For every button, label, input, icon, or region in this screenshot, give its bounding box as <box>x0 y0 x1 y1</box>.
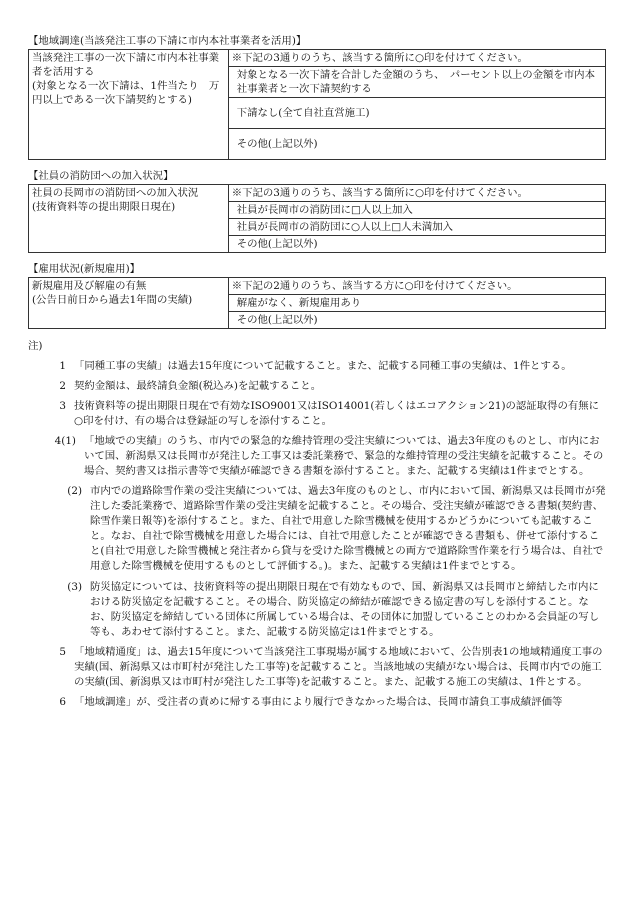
label-main: 新規雇用及び解雇の有無 (公告日前日から過去1年間の実績) <box>32 280 193 307</box>
label-main: 当該発注工事の一次下請に市内本社事業者を活用する (対象となる一次下請は、1件当たり 万円以上である一次下請契約とする) <box>32 52 220 107</box>
row-label <box>29 50 229 160</box>
option-cell[interactable]: 社員が長岡市の消防団に□人以上加入 <box>228 202 605 219</box>
note-text: 「地域での実績」のうち、市内での緊急的な維持管理の受注実績については、過去3年度のものとし、市内において国、新潟県又は長岡市が発注した工事又は委託業務で、緊急的な維持管理の受注実績を記載すること。その場合、契約書又は指示書等で実績が確認できる書類を添付すること。また、記載する実績は1件までとする。 <box>84 434 604 478</box>
note-item <box>28 399 606 429</box>
note-number: 2 <box>59 379 66 392</box>
note-item <box>28 359 606 374</box>
option-cell[interactable]: 対象となる一次下請を合計した金額のうち、 パーセント以上の金額を市内本社事業者と一次下請契約する <box>228 67 605 98</box>
section-title-local-procurement: 【地域調達(当該発注工事の下請に市内本社事業者を活用)】 <box>28 35 307 47</box>
note-item <box>28 695 606 710</box>
section-title-fire-brigade: 【社員の消防団への加入状況】 <box>28 170 174 183</box>
section-title-employment: 【雇用状況(新規雇用)】 <box>28 263 141 276</box>
note-number: 5 <box>59 645 66 658</box>
notes-section <box>28 339 606 710</box>
row-label <box>29 278 229 329</box>
note-item <box>28 580 606 640</box>
option-cell[interactable]: 下請なし(全て自社直営施工) <box>228 98 605 129</box>
note-number: 1 <box>59 359 66 372</box>
note-text: 防災協定については、技術資料等の提出期限日現在で有効なもので、国、新潟県又は長岡市と締結した市内における防災協定を記載すること。その場合、防災協定の締結が確認できる協定書の写しを添付すること。なお、防災協定を締結している団体に所属している場合は、その団体に加盟していることのわかる会員証の写し等も、あわせて添付すること。また、記載する防災協定は1件までとする。 <box>90 580 600 638</box>
note-number: 6 <box>59 696 66 709</box>
note-item <box>28 434 606 479</box>
note-text: 市内での道路除雪作業の受注実績については、過去3年度のものとし、市内において国、新潟県又は長岡市が発注した委託業務で、道路除雪作業の受注実績を記載すること。その場合、受注実績が確認できる書類(契約書、除雪作業日報等)を添付すること。また、自社で用意した除雪機械を使用するかどうかについても記載すること。なお、自社で除雪機械を用意した場合には、自社で用意したことが確認できる書類も、併せて添付すること(自社で用意した除雪機械と発注者から貸与を受けた除雪機械との両方で道路除雪作業を行う場合は、自社で用意した除雪機械を使用するものとして評価する。)。また、記載する実績は1件までとする。 <box>90 485 606 573</box>
note-number: (3) <box>67 580 82 593</box>
employment-table <box>28 277 606 329</box>
note-text: 「同種工事の実績」は過去15年度について記載すること。また、記載する同種工事の実績は、1件とする。 <box>74 359 572 372</box>
note-text: 技術資料等の提出期限日現在で有効なISO9001又はISO14001(若しくはエコアクション21)の認証取得の有無に○印を付け、有の場合は登録証の写しを添付すること。 <box>74 399 600 427</box>
notes-heading: 注) <box>28 340 43 353</box>
instruction-text: ※下記の3通りのうち、該当する箇所に○印を付けてください。 <box>228 50 605 67</box>
option-cell[interactable]: その他(上記以外) <box>228 312 605 329</box>
note-text: 「地域調達」が、受注者の責めに帰する事由により履行できなかった場合は、長岡市請負工事成績評価等 <box>74 696 563 709</box>
note-text: 「地域精通度」は、過去15年度について当該発注工事現場が属する地域において、公告別表1の地域精通度工事の実績(国、新潟県又は市町村が発注した工事等)を記載すること。当該地域の実績がない場合は、長岡市内での施工の実績(国、新潟県又は市町村が発注した工事等)を記載すること。また、記載する施工の実績は、1件とする。 <box>74 645 603 689</box>
note-number: 4(1) <box>54 434 76 447</box>
local-procurement-table <box>28 49 606 160</box>
option-cell[interactable]: その他(上記以外) <box>228 236 605 253</box>
note-item <box>28 484 606 574</box>
note-item <box>28 379 606 394</box>
option-cell[interactable]: 解雇がなく、新規雇用あり <box>228 295 605 312</box>
row-label <box>29 185 229 253</box>
fire-brigade-table <box>28 184 606 253</box>
instruction-text: ※下記の2通りのうち、該当する方に○印を付けてください。 <box>228 278 605 295</box>
option-cell[interactable]: その他(上記以外) <box>228 129 605 160</box>
instruction-text: ※下記の3通りのうち、該当する箇所に○印を付けてください。 <box>228 185 605 202</box>
note-number: (2) <box>67 485 82 498</box>
label-main: 社員の長岡市の消防団への加入状況 (技術資料等の提出期限日現在) <box>32 187 199 214</box>
note-item <box>28 645 606 690</box>
note-text: 契約金額は、最終請負金額(税込み)を記載すること。 <box>74 379 322 392</box>
option-cell[interactable]: 社員が長岡市の消防団に○人以上□人未満加入 <box>228 219 605 236</box>
note-number: 3 <box>59 399 66 412</box>
